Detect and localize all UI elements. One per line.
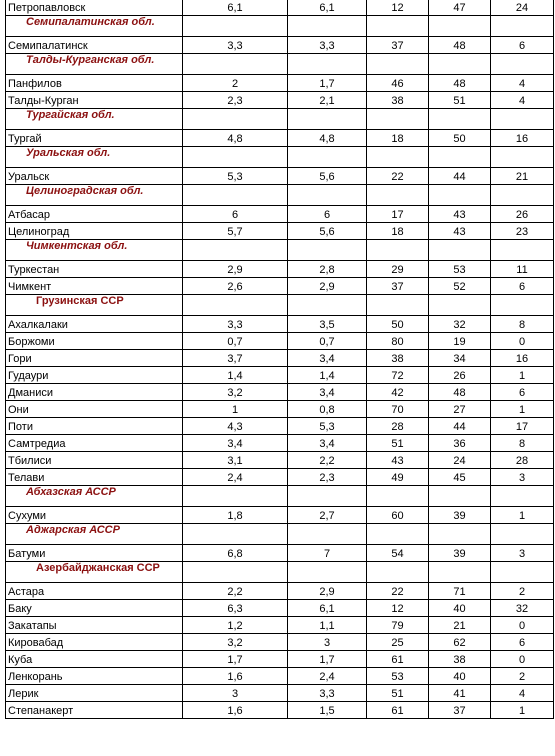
table-row bbox=[6, 206, 554, 223]
table-row bbox=[6, 545, 554, 562]
empty-cell bbox=[429, 185, 491, 206]
region-header-row bbox=[6, 240, 554, 261]
region-name-cell: Семипалатинская обл. bbox=[6, 16, 183, 37]
value-cell-1: 0,7 bbox=[183, 333, 288, 350]
value-cell-4: 32 bbox=[429, 316, 491, 333]
station-name-cell: Гори bbox=[6, 350, 183, 367]
table-row bbox=[6, 333, 554, 350]
empty-cell bbox=[429, 109, 491, 130]
value-cell-4: 51 bbox=[429, 92, 491, 109]
station-name-cell: Гудаури bbox=[6, 367, 183, 384]
value-cell-2: 6,1 bbox=[288, 0, 367, 16]
value-cell-1: 2,2 bbox=[183, 583, 288, 600]
table-row bbox=[6, 634, 554, 651]
value-cell-3: 42 bbox=[367, 384, 429, 401]
station-name-cell: Уральск bbox=[6, 168, 183, 185]
value-cell-5: 0 bbox=[491, 651, 554, 668]
value-cell-4: 39 bbox=[429, 507, 491, 524]
value-cell-5: 21 bbox=[491, 168, 554, 185]
value-cell-2: 2,8 bbox=[288, 261, 367, 278]
value-cell-5: 0 bbox=[491, 333, 554, 350]
value-cell-2: 3 bbox=[288, 634, 367, 651]
region-name-cell: Абхазская АССР bbox=[6, 486, 183, 507]
value-cell-4: 52 bbox=[429, 278, 491, 295]
value-cell-2: 3,5 bbox=[288, 316, 367, 333]
empty-cell bbox=[367, 185, 429, 206]
empty-cell bbox=[183, 185, 288, 206]
empty-cell bbox=[491, 562, 554, 583]
value-cell-1: 3,2 bbox=[183, 384, 288, 401]
station-name-cell: Сухуми bbox=[6, 507, 183, 524]
republic-name-cell: Азербайджанская ССР bbox=[6, 562, 183, 583]
value-cell-4: 62 bbox=[429, 634, 491, 651]
value-cell-1: 3 bbox=[183, 685, 288, 702]
region-name-cell: Талды-Курганская обл. bbox=[6, 54, 183, 75]
value-cell-1: 3,3 bbox=[183, 316, 288, 333]
value-cell-3: 72 bbox=[367, 367, 429, 384]
value-cell-4: 24 bbox=[429, 452, 491, 469]
value-cell-1: 4,3 bbox=[183, 418, 288, 435]
empty-cell bbox=[429, 240, 491, 261]
value-cell-3: 80 bbox=[367, 333, 429, 350]
value-cell-5: 2 bbox=[491, 583, 554, 600]
value-cell-2: 2,3 bbox=[288, 469, 367, 486]
table-row bbox=[6, 168, 554, 185]
value-cell-1: 1,8 bbox=[183, 507, 288, 524]
value-cell-4: 19 bbox=[429, 333, 491, 350]
value-cell-1: 2,6 bbox=[183, 278, 288, 295]
empty-cell bbox=[183, 486, 288, 507]
value-cell-4: 44 bbox=[429, 418, 491, 435]
station-name-cell: Поти bbox=[6, 418, 183, 435]
table-row bbox=[6, 261, 554, 278]
station-name-cell: Степанакерт bbox=[6, 702, 183, 719]
value-cell-2: 6 bbox=[288, 206, 367, 223]
value-cell-4: 37 bbox=[429, 702, 491, 719]
table-row bbox=[6, 350, 554, 367]
value-cell-5: 6 bbox=[491, 384, 554, 401]
empty-cell bbox=[183, 524, 288, 545]
value-cell-5: 11 bbox=[491, 261, 554, 278]
value-cell-2: 2,7 bbox=[288, 507, 367, 524]
value-cell-2: 5,3 bbox=[288, 418, 367, 435]
value-cell-5: 6 bbox=[491, 634, 554, 651]
empty-cell bbox=[183, 562, 288, 583]
value-cell-1: 1,4 bbox=[183, 367, 288, 384]
value-cell-3: 51 bbox=[367, 685, 429, 702]
table-row bbox=[6, 702, 554, 719]
empty-cell bbox=[429, 147, 491, 168]
region-name-cell: Уральская обл. bbox=[6, 147, 183, 168]
empty-cell bbox=[367, 486, 429, 507]
station-name-cell: Ленкорань bbox=[6, 668, 183, 685]
empty-cell bbox=[288, 240, 367, 261]
table-row bbox=[6, 37, 554, 54]
value-cell-3: 17 bbox=[367, 206, 429, 223]
table-row bbox=[6, 418, 554, 435]
value-cell-4: 48 bbox=[429, 75, 491, 92]
value-cell-1: 2,9 bbox=[183, 261, 288, 278]
table-row bbox=[6, 600, 554, 617]
table-row bbox=[6, 668, 554, 685]
value-cell-1: 1,7 bbox=[183, 651, 288, 668]
value-cell-5: 3 bbox=[491, 545, 554, 562]
value-cell-3: 79 bbox=[367, 617, 429, 634]
value-cell-5: 28 bbox=[491, 452, 554, 469]
station-name-cell: Боржоми bbox=[6, 333, 183, 350]
value-cell-3: 53 bbox=[367, 668, 429, 685]
value-cell-2: 3,4 bbox=[288, 435, 367, 452]
region-header-row bbox=[6, 147, 554, 168]
value-cell-3: 43 bbox=[367, 452, 429, 469]
empty-cell bbox=[288, 147, 367, 168]
value-cell-1: 3,1 bbox=[183, 452, 288, 469]
value-cell-3: 49 bbox=[367, 469, 429, 486]
value-cell-3: 37 bbox=[367, 37, 429, 54]
station-name-cell: Талды-Курган bbox=[6, 92, 183, 109]
value-cell-1: 3,2 bbox=[183, 634, 288, 651]
region-name-cell: Целиноградская обл. bbox=[6, 185, 183, 206]
station-name-cell: Телави bbox=[6, 469, 183, 486]
value-cell-4: 40 bbox=[429, 668, 491, 685]
station-name-cell: Тбилиси bbox=[6, 452, 183, 469]
value-cell-2: 6,1 bbox=[288, 600, 367, 617]
value-cell-5: 8 bbox=[491, 435, 554, 452]
empty-cell bbox=[367, 54, 429, 75]
station-name-cell: Ахалкалаки bbox=[6, 316, 183, 333]
empty-cell bbox=[288, 16, 367, 37]
value-cell-4: 50 bbox=[429, 130, 491, 147]
empty-cell bbox=[491, 147, 554, 168]
value-cell-5: 32 bbox=[491, 600, 554, 617]
value-cell-1: 4,8 bbox=[183, 130, 288, 147]
empty-cell bbox=[367, 562, 429, 583]
region-header-row bbox=[6, 185, 554, 206]
empty-cell bbox=[183, 109, 288, 130]
region-name-cell: Чимкентская обл. bbox=[6, 240, 183, 261]
table-row bbox=[6, 685, 554, 702]
value-cell-5: 2 bbox=[491, 668, 554, 685]
empty-cell bbox=[288, 295, 367, 316]
value-cell-3: 22 bbox=[367, 168, 429, 185]
value-cell-1: 3,3 bbox=[183, 37, 288, 54]
table-row bbox=[6, 452, 554, 469]
value-cell-2: 1,4 bbox=[288, 367, 367, 384]
value-cell-3: 54 bbox=[367, 545, 429, 562]
empty-cell bbox=[491, 185, 554, 206]
value-cell-2: 3,3 bbox=[288, 37, 367, 54]
table-row bbox=[6, 92, 554, 109]
value-cell-5: 0 bbox=[491, 617, 554, 634]
station-name-cell: Батуми bbox=[6, 545, 183, 562]
value-cell-1: 1,6 bbox=[183, 668, 288, 685]
value-cell-2: 2,9 bbox=[288, 583, 367, 600]
value-cell-3: 50 bbox=[367, 316, 429, 333]
value-cell-4: 43 bbox=[429, 206, 491, 223]
station-name-cell: Они bbox=[6, 401, 183, 418]
station-name-cell: Астара bbox=[6, 583, 183, 600]
empty-cell bbox=[491, 524, 554, 545]
empty-cell bbox=[183, 16, 288, 37]
value-cell-5: 23 bbox=[491, 223, 554, 240]
value-cell-5: 3 bbox=[491, 469, 554, 486]
value-cell-3: 38 bbox=[367, 350, 429, 367]
value-cell-5: 4 bbox=[491, 92, 554, 109]
value-cell-2: 2,2 bbox=[288, 452, 367, 469]
value-cell-3: 28 bbox=[367, 418, 429, 435]
value-cell-4: 71 bbox=[429, 583, 491, 600]
value-cell-5: 16 bbox=[491, 350, 554, 367]
table-row bbox=[6, 316, 554, 333]
value-cell-4: 26 bbox=[429, 367, 491, 384]
empty-cell bbox=[367, 109, 429, 130]
empty-cell bbox=[491, 486, 554, 507]
station-name-cell: Петропавловск bbox=[6, 0, 183, 16]
value-cell-1: 1 bbox=[183, 401, 288, 418]
value-cell-4: 38 bbox=[429, 651, 491, 668]
station-name-cell: Целиноград bbox=[6, 223, 183, 240]
value-cell-4: 53 bbox=[429, 261, 491, 278]
region-header-row bbox=[6, 54, 554, 75]
value-cell-5: 6 bbox=[491, 37, 554, 54]
station-name-cell: Семипалатинск bbox=[6, 37, 183, 54]
value-cell-2: 5,6 bbox=[288, 168, 367, 185]
value-cell-3: 37 bbox=[367, 278, 429, 295]
value-cell-2: 2,4 bbox=[288, 668, 367, 685]
empty-cell bbox=[367, 147, 429, 168]
value-cell-2: 2,1 bbox=[288, 92, 367, 109]
empty-cell bbox=[288, 109, 367, 130]
value-cell-4: 48 bbox=[429, 384, 491, 401]
value-cell-2: 0,8 bbox=[288, 401, 367, 418]
empty-cell bbox=[288, 185, 367, 206]
value-cell-4: 27 bbox=[429, 401, 491, 418]
value-cell-5: 26 bbox=[491, 206, 554, 223]
value-cell-3: 12 bbox=[367, 0, 429, 16]
value-cell-2: 1,1 bbox=[288, 617, 367, 634]
table-row bbox=[6, 507, 554, 524]
value-cell-4: 44 bbox=[429, 168, 491, 185]
station-name-cell: Баку bbox=[6, 600, 183, 617]
value-cell-1: 6,1 bbox=[183, 0, 288, 16]
table-row bbox=[6, 0, 554, 16]
station-name-cell: Чимкент bbox=[6, 278, 183, 295]
value-cell-2: 3,4 bbox=[288, 384, 367, 401]
value-cell-1: 1,2 bbox=[183, 617, 288, 634]
value-cell-2: 3,4 bbox=[288, 350, 367, 367]
table-body bbox=[6, 0, 554, 719]
value-cell-1: 6,8 bbox=[183, 545, 288, 562]
value-cell-5: 4 bbox=[491, 75, 554, 92]
value-cell-4: 21 bbox=[429, 617, 491, 634]
empty-cell bbox=[367, 295, 429, 316]
table-row bbox=[6, 75, 554, 92]
station-name-cell: Закатапы bbox=[6, 617, 183, 634]
republic-header-row bbox=[6, 562, 554, 583]
empty-cell bbox=[183, 240, 288, 261]
table-row bbox=[6, 384, 554, 401]
empty-cell bbox=[491, 16, 554, 37]
value-cell-3: 18 bbox=[367, 223, 429, 240]
value-cell-4: 48 bbox=[429, 37, 491, 54]
value-cell-3: 51 bbox=[367, 435, 429, 452]
station-name-cell: Тургай bbox=[6, 130, 183, 147]
table-row bbox=[6, 278, 554, 295]
empty-cell bbox=[288, 54, 367, 75]
table-row bbox=[6, 469, 554, 486]
value-cell-5: 16 bbox=[491, 130, 554, 147]
empty-cell bbox=[491, 295, 554, 316]
value-cell-5: 1 bbox=[491, 367, 554, 384]
republic-name-cell: Грузинская ССР bbox=[6, 295, 183, 316]
value-cell-4: 47 bbox=[429, 0, 491, 16]
empty-cell bbox=[183, 54, 288, 75]
value-cell-4: 34 bbox=[429, 350, 491, 367]
empty-cell bbox=[367, 16, 429, 37]
value-cell-4: 43 bbox=[429, 223, 491, 240]
empty-cell bbox=[429, 562, 491, 583]
value-cell-4: 36 bbox=[429, 435, 491, 452]
region-header-row bbox=[6, 16, 554, 37]
value-cell-1: 6,3 bbox=[183, 600, 288, 617]
value-cell-1: 3,7 bbox=[183, 350, 288, 367]
value-cell-4: 39 bbox=[429, 545, 491, 562]
empty-cell bbox=[288, 486, 367, 507]
value-cell-3: 46 bbox=[367, 75, 429, 92]
table-row bbox=[6, 435, 554, 452]
republic-header-row bbox=[6, 295, 554, 316]
station-name-cell: Кировабад bbox=[6, 634, 183, 651]
empty-cell bbox=[491, 54, 554, 75]
table-row bbox=[6, 651, 554, 668]
value-cell-1: 5,7 bbox=[183, 223, 288, 240]
value-cell-5: 6 bbox=[491, 278, 554, 295]
value-cell-3: 38 bbox=[367, 92, 429, 109]
value-cell-3: 18 bbox=[367, 130, 429, 147]
value-cell-3: 61 bbox=[367, 651, 429, 668]
value-cell-1: 3,4 bbox=[183, 435, 288, 452]
table-row bbox=[6, 367, 554, 384]
empty-cell bbox=[367, 240, 429, 261]
value-cell-4: 45 bbox=[429, 469, 491, 486]
empty-cell bbox=[183, 147, 288, 168]
region-header-row bbox=[6, 486, 554, 507]
value-cell-2: 5,6 bbox=[288, 223, 367, 240]
value-cell-1: 2,3 bbox=[183, 92, 288, 109]
value-cell-2: 7 bbox=[288, 545, 367, 562]
empty-cell bbox=[288, 562, 367, 583]
wind-data-table bbox=[5, 0, 554, 719]
value-cell-3: 60 bbox=[367, 507, 429, 524]
value-cell-3: 12 bbox=[367, 600, 429, 617]
value-cell-2: 1,7 bbox=[288, 651, 367, 668]
station-name-cell: Атбасар bbox=[6, 206, 183, 223]
value-cell-2: 4,8 bbox=[288, 130, 367, 147]
station-name-cell: Панфилов bbox=[6, 75, 183, 92]
empty-cell bbox=[367, 524, 429, 545]
empty-cell bbox=[288, 524, 367, 545]
station-name-cell: Куба bbox=[6, 651, 183, 668]
empty-cell bbox=[429, 524, 491, 545]
region-header-row bbox=[6, 109, 554, 130]
value-cell-5: 8 bbox=[491, 316, 554, 333]
value-cell-3: 25 bbox=[367, 634, 429, 651]
value-cell-5: 1 bbox=[491, 401, 554, 418]
table-row bbox=[6, 130, 554, 147]
value-cell-4: 40 bbox=[429, 600, 491, 617]
value-cell-5: 24 bbox=[491, 0, 554, 16]
empty-cell bbox=[183, 295, 288, 316]
table-row bbox=[6, 223, 554, 240]
empty-cell bbox=[429, 486, 491, 507]
empty-cell bbox=[429, 54, 491, 75]
empty-cell bbox=[429, 295, 491, 316]
value-cell-2: 1,5 bbox=[288, 702, 367, 719]
value-cell-1: 1,6 bbox=[183, 702, 288, 719]
region-name-cell: Тургайская обл. bbox=[6, 109, 183, 130]
value-cell-1: 5,3 bbox=[183, 168, 288, 185]
value-cell-2: 3,3 bbox=[288, 685, 367, 702]
station-name-cell: Лерик bbox=[6, 685, 183, 702]
table-row bbox=[6, 617, 554, 634]
empty-cell bbox=[429, 16, 491, 37]
table-row bbox=[6, 401, 554, 418]
empty-cell bbox=[491, 109, 554, 130]
station-name-cell: Самтредиа bbox=[6, 435, 183, 452]
value-cell-4: 41 bbox=[429, 685, 491, 702]
station-name-cell: Дманиси bbox=[6, 384, 183, 401]
region-header-row bbox=[6, 524, 554, 545]
value-cell-5: 17 bbox=[491, 418, 554, 435]
value-cell-2: 0,7 bbox=[288, 333, 367, 350]
value-cell-2: 2,9 bbox=[288, 278, 367, 295]
value-cell-3: 29 bbox=[367, 261, 429, 278]
value-cell-1: 2,4 bbox=[183, 469, 288, 486]
region-name-cell: Аджарская АССР bbox=[6, 524, 183, 545]
value-cell-1: 6 bbox=[183, 206, 288, 223]
value-cell-3: 61 bbox=[367, 702, 429, 719]
value-cell-3: 22 bbox=[367, 583, 429, 600]
empty-cell bbox=[491, 240, 554, 261]
value-cell-1: 2 bbox=[183, 75, 288, 92]
table-row bbox=[6, 583, 554, 600]
value-cell-5: 1 bbox=[491, 507, 554, 524]
value-cell-2: 1,7 bbox=[288, 75, 367, 92]
station-name-cell: Туркестан bbox=[6, 261, 183, 278]
value-cell-5: 1 bbox=[491, 702, 554, 719]
value-cell-3: 70 bbox=[367, 401, 429, 418]
value-cell-5: 4 bbox=[491, 685, 554, 702]
